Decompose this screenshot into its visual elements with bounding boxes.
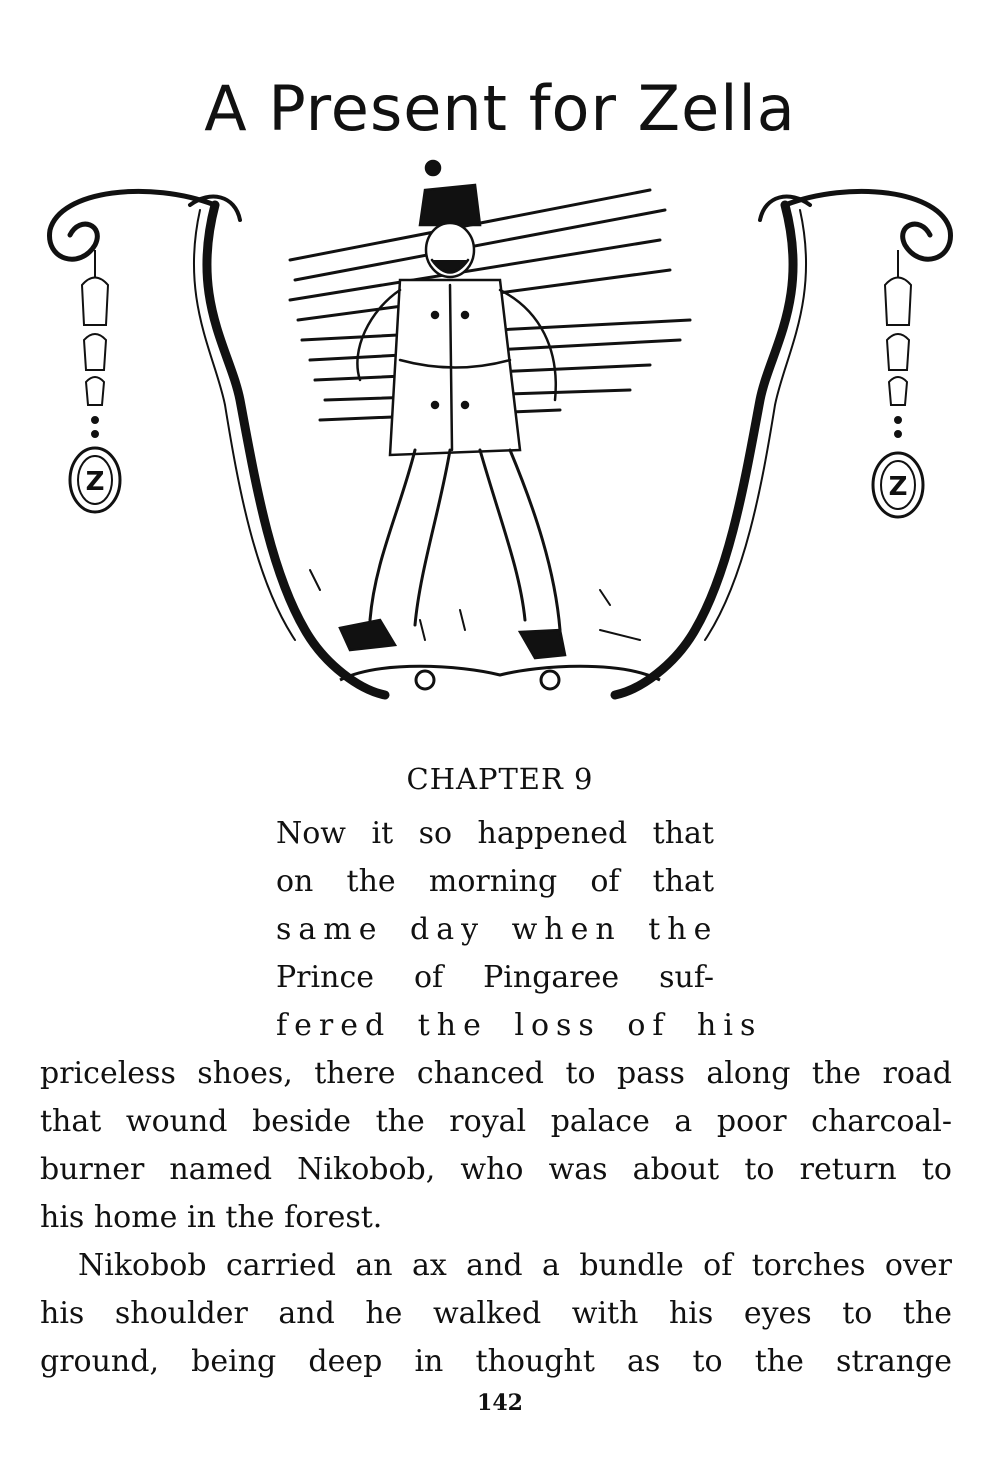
right-scroll-ornament xyxy=(615,191,950,695)
text-line: Nikobob carried an ax and a bundle of torches over xyxy=(78,1248,952,1283)
opening-paragraph-narrow xyxy=(276,810,763,1050)
chapter-number: CHAPTER 9 xyxy=(406,762,594,796)
text-line: priceless shoes, there chanced to pass along the road xyxy=(40,1056,952,1091)
page-number: 142 xyxy=(477,1390,523,1416)
chapter-heading-title: A Present for Zella xyxy=(204,72,796,145)
chapter-illustration xyxy=(40,150,960,730)
right-hanging-charm xyxy=(873,250,923,517)
text-line: fered the loss of his xyxy=(276,1008,763,1043)
charcoal-burner-figure xyxy=(290,161,690,658)
oz-medallion-right-icon: Z xyxy=(888,472,908,502)
text-line: his home in the forest. xyxy=(40,1200,383,1235)
text-line: same day when the xyxy=(276,912,719,947)
text-line: Now it so happened that xyxy=(276,816,714,851)
left-scroll-ornament xyxy=(50,191,385,695)
text-line: burner named Nikobob, who was about to return to xyxy=(40,1152,952,1187)
oz-medallion-left-icon: Z xyxy=(85,467,105,497)
body-text xyxy=(40,1050,952,1386)
text-line: ground, being deep in thought as to the strange xyxy=(40,1344,952,1379)
left-hanging-charm xyxy=(70,250,120,512)
base-scroll-ornament xyxy=(340,666,660,689)
text-line: that wound beside the royal palace a poor charcoal- xyxy=(40,1104,952,1139)
text-line: Prince of Pingaree suf- xyxy=(276,960,714,995)
text-line: on the morning of that xyxy=(276,864,714,899)
text-line: his shoulder and he walked with his eyes to the xyxy=(40,1296,952,1331)
